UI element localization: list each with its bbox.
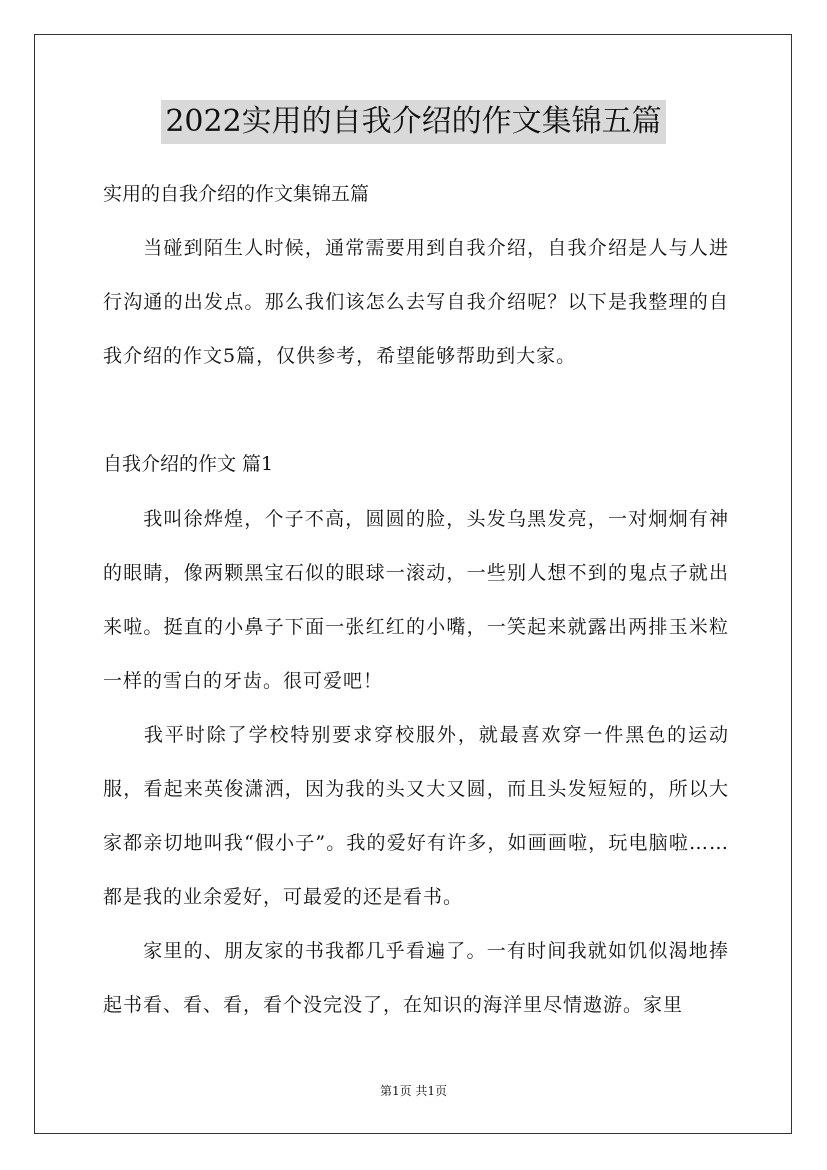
paragraph-text: 家里的、朋友家的书我都几乎看遍了。一有时间我就如饥似渴地捧起书看、看、看，看个没完没了，在知识的海洋里尽情遨游。家里 <box>103 940 729 1016</box>
document-title: 2022实用的自我介绍的作文集锦五篇 <box>161 100 665 144</box>
paragraph-text: 我平时除了学校特别要求穿校服外，就最喜欢穿一件黑色的运动服，看起来英俊潇洒，因为我的头又大又圆，而且头发短短的，所以大家都亲切地叫我“假小子”。我的爱好有许多，如画画啦，玩电脑啦……都是我的业余爱好，可最爱的还是看书。 <box>103 724 729 908</box>
section-heading: 自我介绍的作文 篇1 <box>103 453 274 475</box>
body-paragraph <box>103 708 729 924</box>
title-container <box>0 100 827 144</box>
document-subtitle: 实用的自我介绍的作文集锦五篇 <box>103 183 370 205</box>
paragraph-text: 我叫徐烨煌，个子不高，圆圆的脸，头发乌黑发亮，一对炯炯有神的眼睛，像两颗黑宝石似的眼球一滚动，一些别人想不到的鬼点子就出来啦。挺直的小鼻子下面一张红红的小嘴，一笑起来就露出两排玉米粒一样的雪白的牙齿。很可爱吧！ <box>103 508 729 692</box>
intro-paragraph <box>103 221 729 383</box>
body-paragraph <box>103 924 729 1032</box>
intro-text: 当碰到陌生人时候，通常需要用到自我介绍，自我介绍是人与人进行沟通的出发点。那么我们该怎么去写自我介绍呢？以下是我整理的自我介绍的作文5篇，仅供参考，希望能够帮助到大家。 <box>103 237 729 367</box>
body-paragraph <box>103 492 729 708</box>
page-footer: 第1页 共1页 <box>379 1084 448 1098</box>
